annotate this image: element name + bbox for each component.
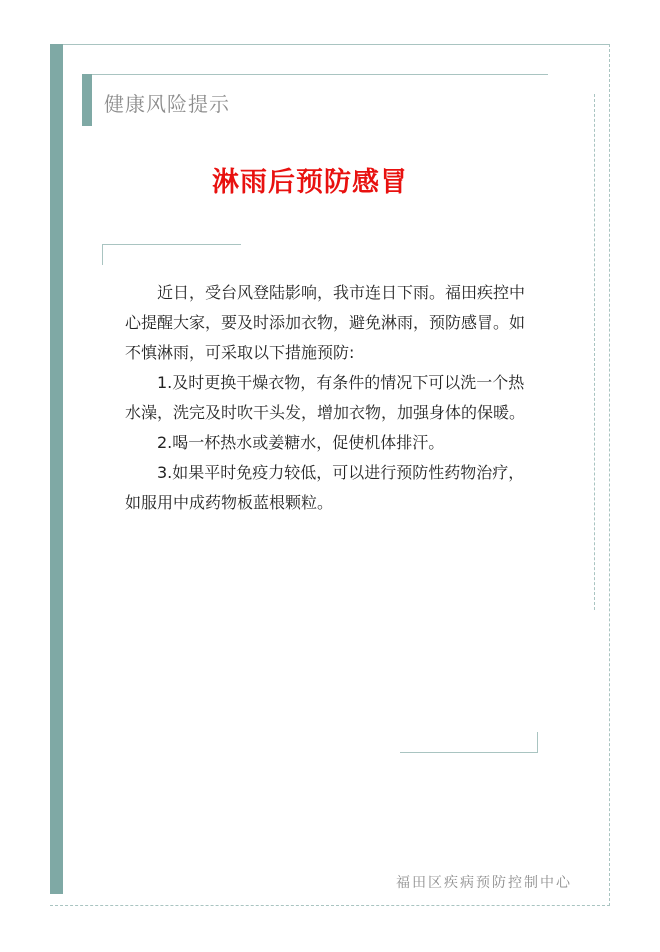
article-body bbox=[125, 278, 525, 518]
section-title: 健康风险提示 bbox=[104, 92, 230, 116]
bottom-right-corner-bracket bbox=[400, 732, 538, 753]
page-frame bbox=[50, 44, 610, 906]
header-accent-block bbox=[82, 74, 92, 126]
header-rule bbox=[92, 74, 548, 75]
article-paragraph-step-3: 3.如果平时免疫力较低，可以进行预防性药物治疗，如服用中成药物板蓝根颗粒。 bbox=[125, 463, 525, 512]
frame-bottom-dashed-border bbox=[50, 905, 610, 906]
inner-right-dashed-line bbox=[594, 94, 595, 610]
article-paragraph-intro: 近日，受台风登陆影响，我市连日下雨。福田疾控中心提醒大家，要及时添加衣物，避免淋雨，预防感冒。如不慎淋雨，可采取以下措施预防: bbox=[125, 283, 526, 362]
article-paragraph-step-2: 2.喝一杯热水或姜糖水，促使机体排汗。 bbox=[157, 433, 445, 452]
top-left-corner-bracket bbox=[102, 244, 241, 265]
footer-organization: 福田区疾病预防控制中心 bbox=[396, 875, 572, 891]
article-title: 淋雨后预防感冒 bbox=[212, 167, 408, 198]
article-paragraph-step-1: 1.及时更换干燥衣物，有条件的情况下可以洗一个热水澡，洗完及时吹干头发，增加衣物，加强身体的保暖。 bbox=[125, 373, 526, 422]
frame-top-rule bbox=[50, 44, 610, 45]
frame-right-dashed-border bbox=[609, 44, 610, 906]
